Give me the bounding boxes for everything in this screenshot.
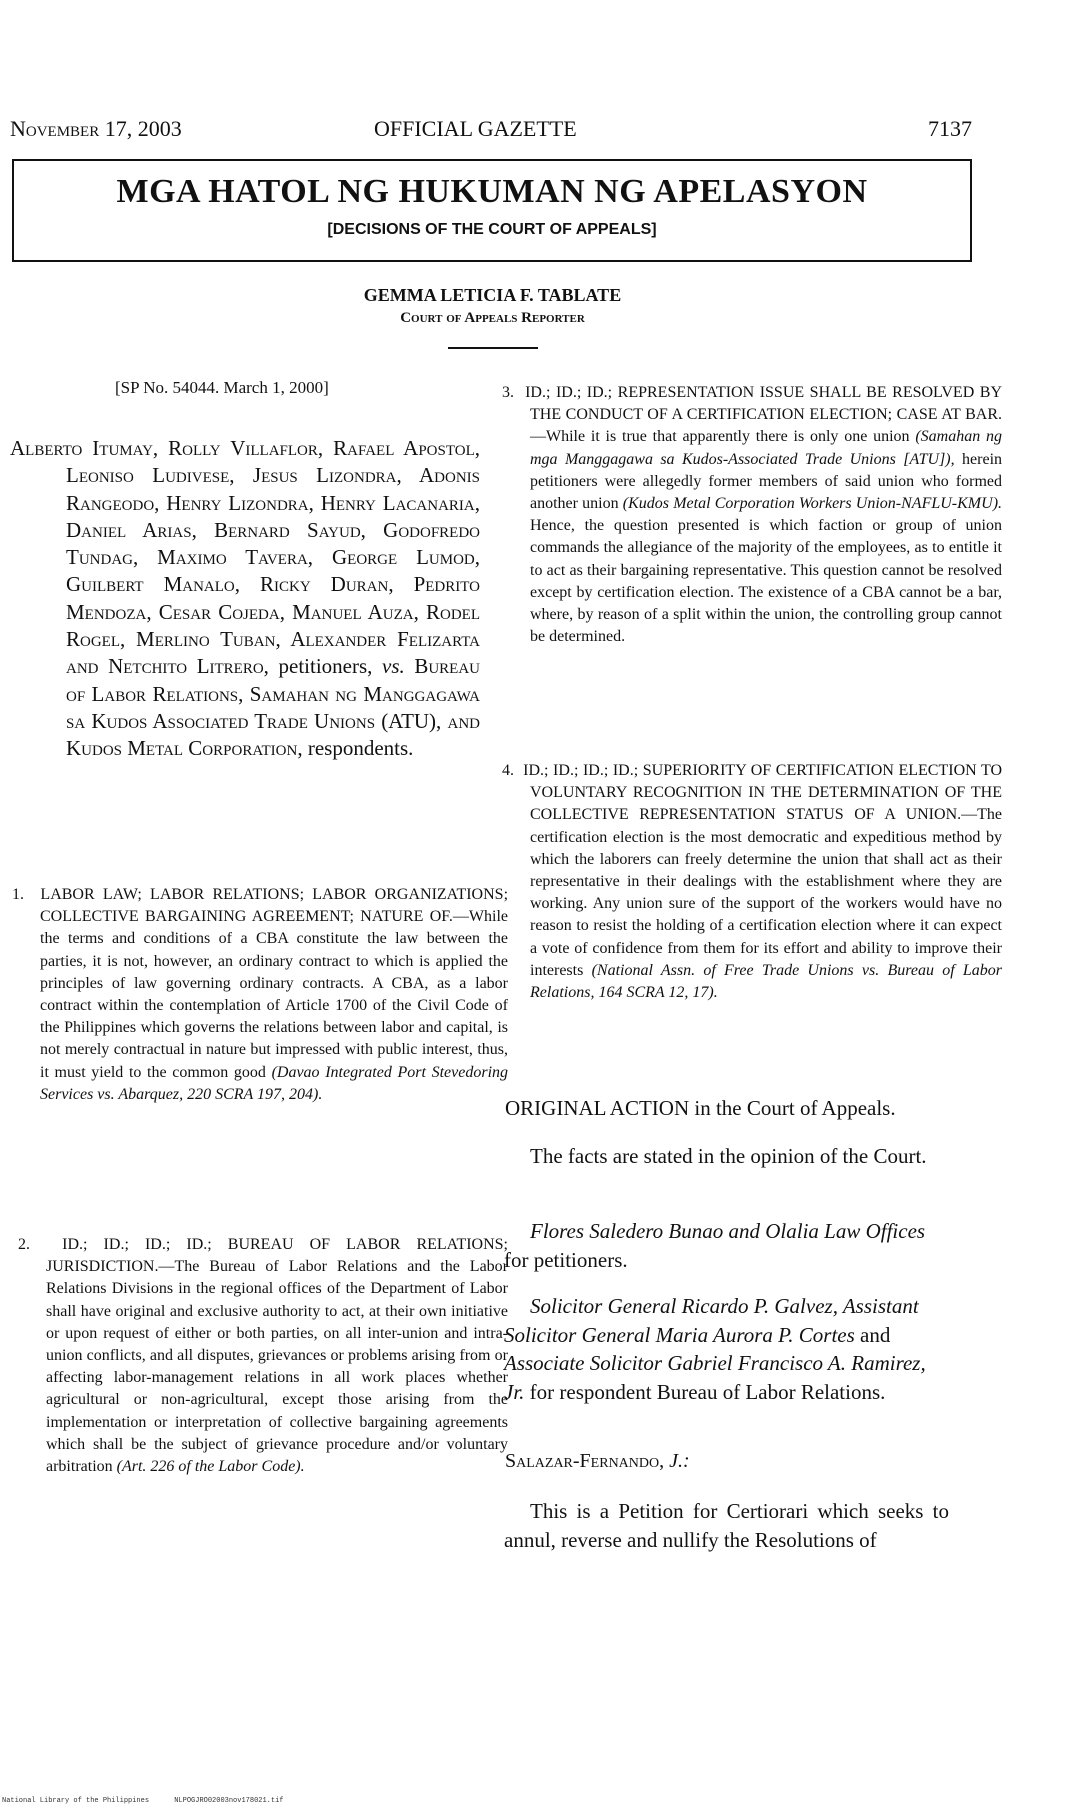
- counsel-respondent-role: for respondent Bureau of Labor Relations.: [529, 1379, 886, 1404]
- syllabus-text: The certification election is the most democratic and expeditious method by which the laborers can freely determine the union that shall act as their representative in their dealings with the establishment where they are working. Any union sure of the support of the workers would have no reason to resist the holding of a certification election where it can expect a vote of confidence from them for its effort and ability to improve their interests: [530, 806, 1002, 979]
- header-date: November 17, 2003: [10, 116, 182, 141]
- syllabus-heading: ID.; ID.; ID.; ID.; BUREAU OF LABOR RELATIONS; JURISDICTION.—: [46, 1236, 509, 1276]
- syllabus-item-3: [502, 382, 1002, 648]
- syllabus-text: While it is true that apparently there is only one union: [546, 428, 910, 446]
- header-page-number: 7137: [928, 116, 972, 141]
- syllabus-citation: (National Assn. of Free Trade Unions vs. Bureau of Labor Relations, 164 SCRA 12, 17).: [530, 961, 1003, 1002]
- petitioners-label: petitioners,: [278, 654, 373, 679]
- counsel-respondent-name-2: Associate Solicitor Gabriel Francisco A. Ramirez, Jr.: [504, 1351, 926, 1404]
- petitioners-names: Alberto Itumay, Rolly Villaflor, Rafael Apostol, Leoniso Ludivese, Jesus Lizondra, Adonis Rangeodo, Henry Lizondra, Henry Lacanaria, Daniel Arias, Bernard Sayud, Godofredo Tundag, Maximo Tavera, George Lumod, Guilbert Manalo, Ricky Duran, Pedrito Mendoza, Cesar Cojeda, Manuel Auza, Rodel Rogel, Merlino Tuban, Alexander Felizarta and Netchito Litrero,: [10, 436, 480, 679]
- ponente-title: J.:: [669, 1450, 690, 1472]
- syllabus-text-after: Hence, the question presented is which faction or group of union commands the allegiance of the majority of the employees, as to entitle it to act as their bargaining representative. This question cannot be resolved except by certification election. The existence of a CBA cannot be a bar, where, by reason of a split within the union, the controlling group cannot be determined.: [530, 517, 1002, 646]
- syllabus-citation: (Art. 226 of the Labor Code).: [116, 1458, 305, 1476]
- ponente-name: Salazar-Fernando,: [505, 1450, 665, 1472]
- respondents-label: respondents.: [307, 736, 414, 761]
- versus: vs.: [382, 654, 405, 679]
- header-publication: OFFICIAL GAZETTE: [374, 116, 577, 141]
- syllabus-text: While the terms and conditions of a CBA constitute the law between the parties, it is not, however, an ordinary contract to which is applied the principles of law governing ordinary contracts. A CBA, as a labor contract within the contemplation of Article 1700 of the Civil Code of the Philippines which governs the relations between labor and capital, is not merely contractual in nature but impressed with public interest, thus, it must yield to the common good: [40, 908, 508, 1081]
- original-action: ORIGINAL ACTION in the Court of Appeals.: [505, 1096, 896, 1120]
- syllabus-italic-union-2: (Kudos Metal Corporation Workers Union-NAFLU-KMU).: [622, 495, 1003, 513]
- opening-paragraph: This is a Petition for Certiorari which seeks to annul, reverse and nullify the Resolutions of: [504, 1499, 949, 1552]
- title-box: [12, 159, 972, 262]
- reporter-title: Court of Appeals Reporter: [400, 310, 585, 326]
- footer-source: National Library of the Philippines: [2, 1797, 150, 1805]
- syllabus-heading: LABOR LAW; LABOR RELATIONS; LABOR ORGANIZATIONS; COLLECTIVE BARGAINING AGREEMENT; NATURE OF.—: [40, 886, 509, 926]
- scan-footer: [2, 1797, 283, 1805]
- footer-file: NLPOGJRO02003nov178021.tif: [174, 1797, 284, 1805]
- counsel-petitioners: [504, 1217, 949, 1274]
- counsel-respondent-name-1: Solicitor General Ricardo P. Galvez, Assistant Solicitor General Maria Aurora P. Cortes: [504, 1294, 919, 1347]
- respondents-names: Bureau of Labor Relations, Samahan ng Manggagawa sa Kudos Associated Trade Unions (ATU), and Kudos Metal Corporation,: [66, 654, 480, 761]
- syllabus-heading: ID.; ID.; ID.; REPRESENTATION ISSUE SHALL BE RESOLVED BY THE CONDUCT OF A CERTIFICATION ELECTION; CASE AT BAR.—: [525, 384, 1003, 446]
- syllabus-item-1: [12, 884, 508, 1106]
- counsel-petitioners-name: Flores Saledero Bunao and Olalia Law Offices: [530, 1219, 926, 1243]
- syllabus-item-2: [18, 1234, 508, 1478]
- counsel-petitioners-role: for petitioners.: [504, 1247, 628, 1272]
- facts-statement: The facts are stated in the opinion of the Court.: [530, 1144, 927, 1168]
- page-subtitle: [DECISIONS OF THE COURT OF APPEALS]: [327, 221, 657, 238]
- reporter-name: GEMMA LETICIA F. TABLATE: [363, 285, 622, 305]
- syllabus-text-middle: herein petitioners were allegedly former members of said union who formed another union: [530, 450, 1003, 513]
- syllabus-number: 4.: [502, 762, 514, 779]
- divider: [448, 347, 538, 349]
- syllabus-text: The Bureau of Labor Relations and the Labor Relations Divisions in the regional offices of the Department of Labor shall have original and exclusive authority to act, at their own initiative or upon request of either or both parties, on all inter-union and intra-union conflicts, and all disputes, grievances or problems arising from or affecting labor-management relations in all work places whether agricultural or non-agricultural, except those arising from the implementation or interpretation of collective bargaining agreements which shall be the subject of grievance procedure and/or voluntary arbitration: [46, 1258, 508, 1476]
- syllabus-number: 1.: [12, 886, 24, 903]
- syllabus-italic-union: (Samahan ng mga Manggagawa sa Kudos-Associated Trade Unions [ATU]),: [530, 428, 1003, 468]
- syllabus-heading: ID.; ID.; ID.; ID.; SUPERIORITY OF CERTIFICATION ELECTION TO VOLUNTARY RECOGNITION IN THE DETERMINATION OF THE COLLECTIVE REPRESENTATION STATUS OF A UNION.—: [523, 762, 1003, 824]
- case-parties: [10, 435, 480, 763]
- page-title: MGA HATOL NG HUKUMAN NG APELASYON: [116, 173, 868, 210]
- syllabus-citation: (Davao Integrated Port Stevedoring Services vs. Abarquez, 220 SCRA 197, 204).: [40, 1063, 509, 1103]
- ponente: [505, 1450, 975, 1473]
- counsel-respondent-and: and: [860, 1322, 891, 1347]
- case-number: [SP No. 54044. March 1, 2000]: [115, 378, 329, 397]
- syllabus-item-4: [502, 760, 1002, 1004]
- syllabus-number: 2.: [18, 1236, 30, 1253]
- counsel-respondent: [504, 1292, 949, 1406]
- syllabus-number: 3.: [502, 384, 514, 401]
